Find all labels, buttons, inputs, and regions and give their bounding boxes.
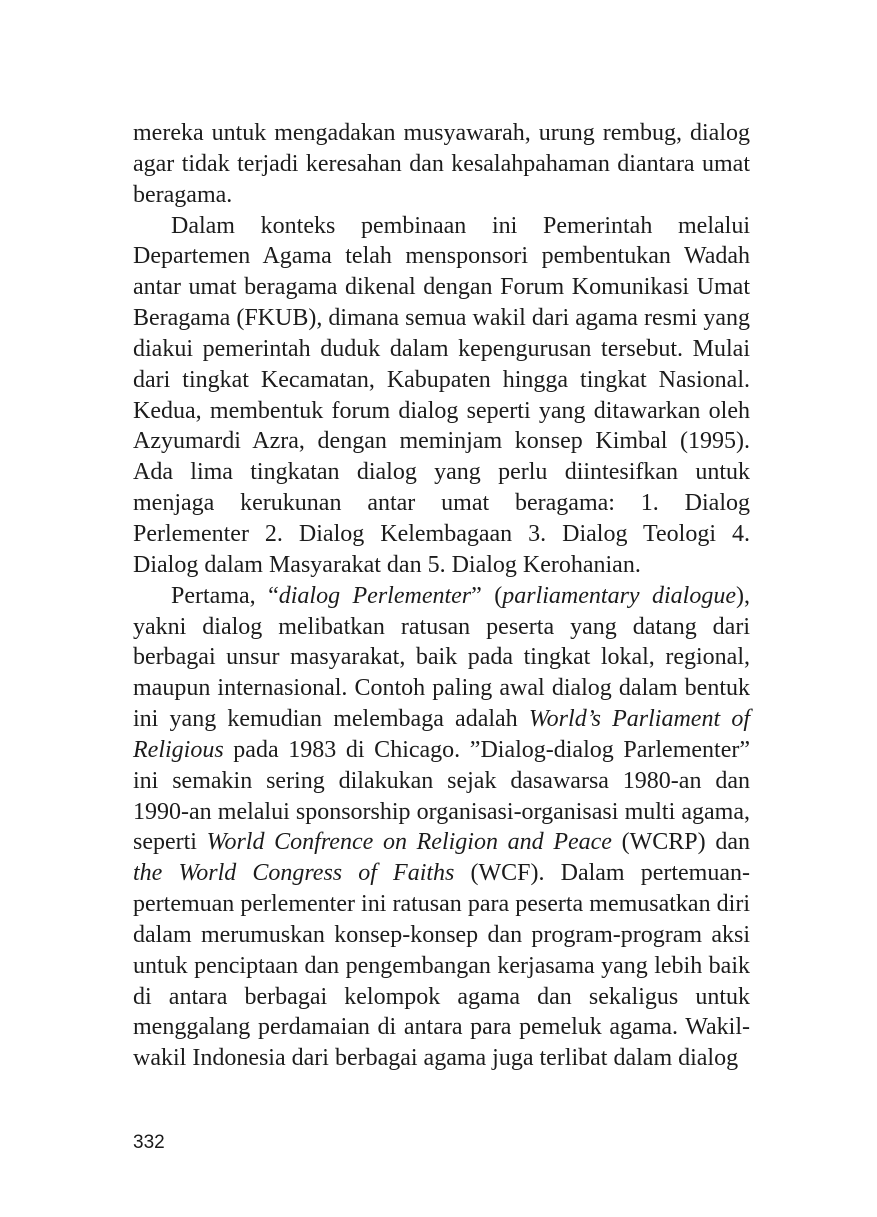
text-run: pada 1983 di Chicago. ”Dialog-dialog Parlementer” ini semakin sering dilakukan sejak dasawarsa 1980-an dan 1990-an melalui sponsorship organisasi-organisasi multi agama, seperti xyxy=(133,736,750,856)
text-run: ), yakni dialog melibatkan ratusan peserta yang datang dari berbagai unsur masyarakat, baik pada tingkat lokal, regional, maupun internasional. Contoh paling awal dialog dalam bentuk ini yang kemudian melembaga adalah xyxy=(133,582,750,733)
paragraph-2 xyxy=(133,211,750,581)
italic-term-worlds-parliament: World’s Parliament of Religious xyxy=(133,706,750,763)
text-run: ” ( xyxy=(471,582,503,609)
paragraph-3 xyxy=(133,581,750,1075)
text-run: (WCF). Dalam pertemuan-pertemuan perlementer ini ratusan para peserta memusatkan diri dalam merumuskan konsep-konsep dan program-program aksi untuk penciptaan dan pengembangan kerjasama yang lebih baik di antara berbagai kelompok agama dan sekaligus untuk menggalang perdamaian di antara para pemeluk agama. Wakil-wakil Indonesia dari berbagai agama juga terlibat dalam dialog xyxy=(133,860,750,1072)
paragraph-1 xyxy=(133,118,750,211)
text-run: Pertama, “ xyxy=(171,582,279,609)
body-text xyxy=(133,118,750,1074)
italic-term-dialog-perlementer: dialog Perlementer xyxy=(278,582,472,609)
italic-term-parliamentary-dialogue: parliamentary dialogue xyxy=(502,582,736,609)
text-run: (WCRP) dan xyxy=(611,829,750,856)
paragraph-2-text: Dalam konteks pembinaan ini Pemerintah melalui Departemen Agama telah mensponsori pembentukan Wadah antar umat beragama dikenal dengan Forum Komunikasi Umat Beragama (FKUB), dimana semua wakil dari agama resmi yang diakui pemerintah duduk dalam kepengurusan tersebut. Mulai dari tingkat Kecamatan, Kabupaten hingga tingkat Nasional. Kedua, membentuk forum dialog seperti yang ditawarkan oleh Azyumardi Azra, dengan meminjam konsep Kimbal (1995). Ada lima tingkatan dialog yang perlu diintesifkan untuk menjaga kerukunan antar umat beragama: 1. Dialog Perlementer 2. Dialog Kelembagaan 3. Dialog Teologi 4. Dialog dalam Masyarakat dan 5. Dialog Kerohanian. xyxy=(133,212,750,578)
paragraph-1-text: mereka untuk mengadakan musyawarah, urung rembug, dialog agar tidak terjadi keresahan dan kesalahpahaman diantara umat beragama. xyxy=(133,120,750,208)
page-number: 332 xyxy=(133,1132,165,1153)
italic-term-wcf: the World Congress of Faiths xyxy=(133,860,455,887)
italic-term-wcrp: World Confrence on Religion and Peace xyxy=(206,829,612,856)
